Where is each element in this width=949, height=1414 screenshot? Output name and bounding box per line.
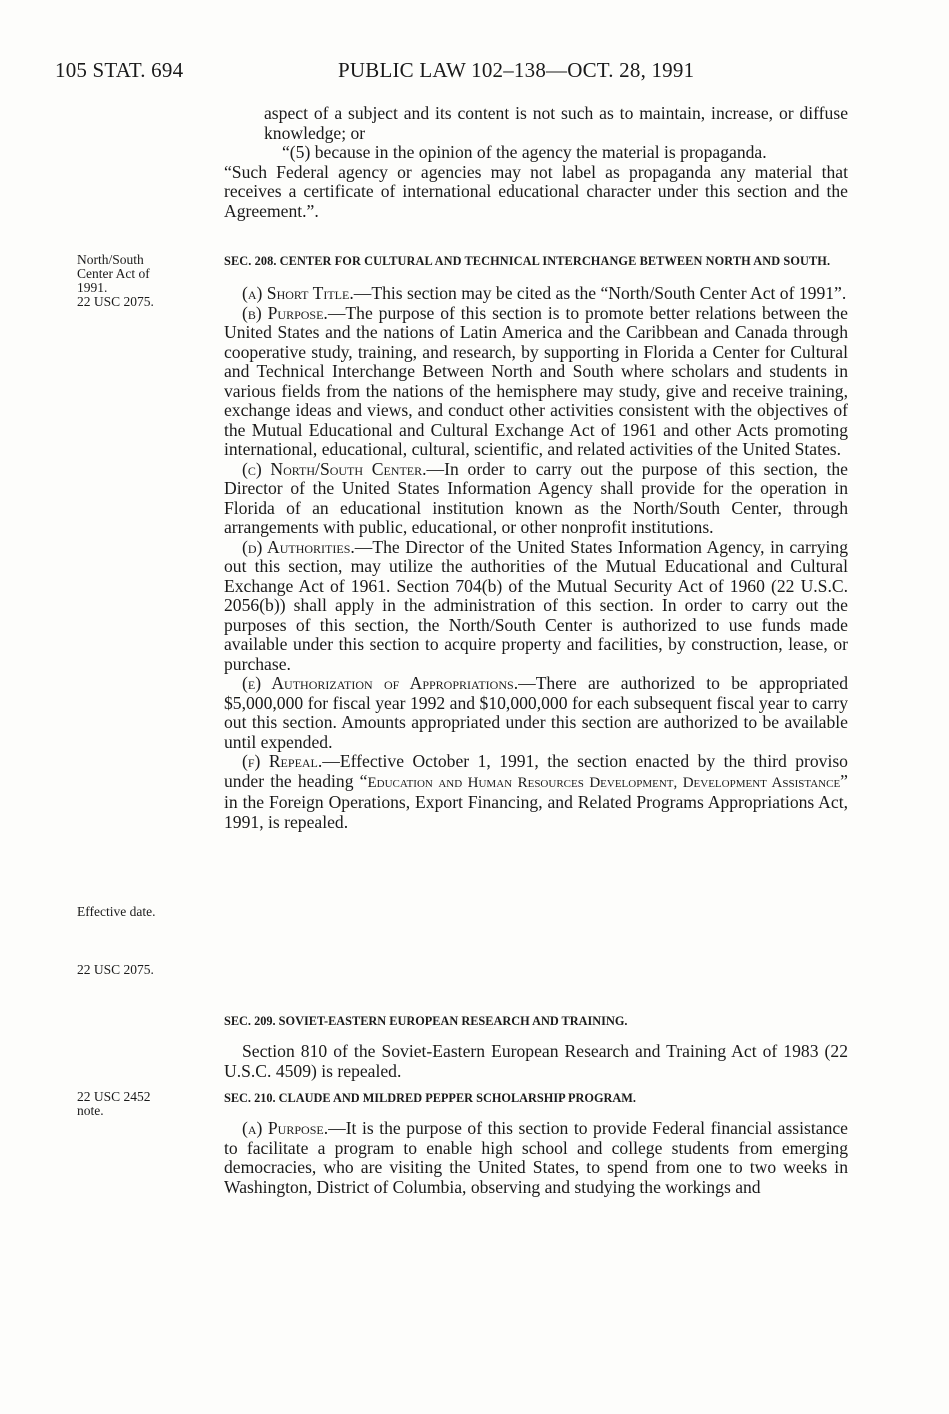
subsection-text: —Effective October 1, 1991, the section enacted by the third proviso under the heading “ <box>224 751 848 791</box>
paragraph-b <box>224 304 848 460</box>
margin-note-line: 22 USC 2075. <box>77 294 154 309</box>
subsection-text: —The purpose of this section is to promote better relations between the United States and the nations of Latin America and the Caribbean and Canada through cooperative study, training, and research, by supporting in Florida a Center for Cultural and Technical Interchange Between North and South where scholars and students in various fields from the nations of the hemisphere may study, give and receive training, exchange ideas and views, and conduct other activities consistent with the objectives of the Mutual Educational and Cultural Exchange Act of 1961 and other Acts promoting international, educational, cultural, scientific, and related activities of the United States. <box>224 302 848 459</box>
paragraph-e <box>224 674 848 752</box>
subsection-label: (b) Purpose. <box>242 302 328 323</box>
margin-note-line: Center Act of <box>77 266 150 281</box>
subsection-text: —The Director of the United States Information Agency, in carrying out this section, may utilize the authorities of the Mutual Educational and Cultural Exchange Act of 1961. Section 704(b) of the Mutual Security Act of 1960 (22 U.S.C. 2056(b)) shall apply in the administration of this section. In order to carry out the purposes of this section, the North/South Center is authorized to use funds made available under this section to acquire property and facilities, by construction, lease, or purchase. <box>224 536 848 674</box>
paragraph: “Such Federal agency or agencies may not label as propaganda any material that receives a certificate of international educational character under this section and the Agreement.”. <box>224 161 848 221</box>
page-reference: 105 STAT. 694 <box>55 58 184 82</box>
section-209 <box>224 1013 848 1081</box>
paragraph-d <box>224 538 848 675</box>
subsection-label: (a) Purpose. <box>242 1118 329 1138</box>
section-208 <box>224 253 848 832</box>
subsection-text: —It is the purpose of this section to provide Federal financial assistance to facilitate a program to enable high school and college students from emerging democracies, who are visiting the United States, to spend from one to two weeks in Washington, District of Columbia, observing and studying the workings and <box>224 1118 848 1197</box>
margin-note-line: 22 USC 2452 <box>77 1089 151 1104</box>
section-heading: SEC. 210. CLAUDE AND MILDRED PEPPER SCHOLARSHIP PROGRAM. <box>224 1091 636 1105</box>
paragraph-a <box>224 1119 848 1197</box>
paragraph-a <box>224 284 848 304</box>
paragraph-f <box>224 752 848 832</box>
paragraph: aspect of a subject and its content is not such as to maintain, increase, or diffuse knowledge; or <box>264 103 848 143</box>
subsection-text: ” in the Foreign Operations, Export Financing, and Related Programs Appropriations Act, 1991, is repealed. <box>224 770 848 832</box>
margin-note-usc-2452 <box>77 1090 197 1118</box>
subsection-label: (c) North/South Center. <box>242 458 427 479</box>
margin-note-line: North/South <box>77 252 144 267</box>
margin-note-north-south <box>77 253 197 309</box>
subsection-label: (d) Authorities. <box>242 536 355 557</box>
margin-note-usc: 22 USC 2075. <box>77 962 154 977</box>
law-title: PUBLIC LAW 102–138—OCT. 28, 1991 <box>338 58 695 82</box>
paragraph: Section 810 of the Soviet-Eastern European Research and Training Act of 1983 (22 U.S.C. 4509) is repealed. <box>224 1041 848 1081</box>
subsection-label: (e) Authorization of Appropriations. <box>242 673 519 693</box>
subsection-label: (f) Repeal. <box>242 751 323 771</box>
subsection-text: —There are authorized to be appropriated $5,000,000 for fiscal year 1992 and $10,000,000 for each subsequent fiscal year to carry out this section. Amounts appropriated under this section are authorized to be available until expended. <box>224 673 848 752</box>
section-210 <box>224 1090 848 1197</box>
heading-reference: Education and Human Resources Development, Development Assistance <box>367 774 841 791</box>
margin-note-effective-date: Effective date. <box>77 904 156 919</box>
continuation-block <box>224 104 848 221</box>
section-heading: SEC. 209. SOVIET-EASTERN EUROPEAN RESEARCH AND TRAINING. <box>224 1014 628 1028</box>
margin-note-line: note. <box>77 1103 104 1118</box>
subsection-label: (a) Short Title. <box>242 283 354 303</box>
paragraph-c <box>224 460 848 538</box>
subsection-text: —In order to carry out the purpose of this section, the Director of the United States Information Agency shall provide for the operation in Florida of an educational institution known as the North/South Center, through arrangements with public, educational, or other nonprofit institutions. <box>224 458 848 537</box>
subsection-text: —This section may be cited as the “North/South Center Act of 1991”. <box>353 283 847 303</box>
paragraph: “(5) because in the opinion of the agency the material is propaganda. <box>282 142 767 162</box>
section-heading: SEC. 208. CENTER FOR CULTURAL AND TECHNICAL INTERCHANGE BETWEEN NORTH AND SOUTH. <box>224 254 831 268</box>
margin-note-line: 1991. <box>77 280 108 295</box>
